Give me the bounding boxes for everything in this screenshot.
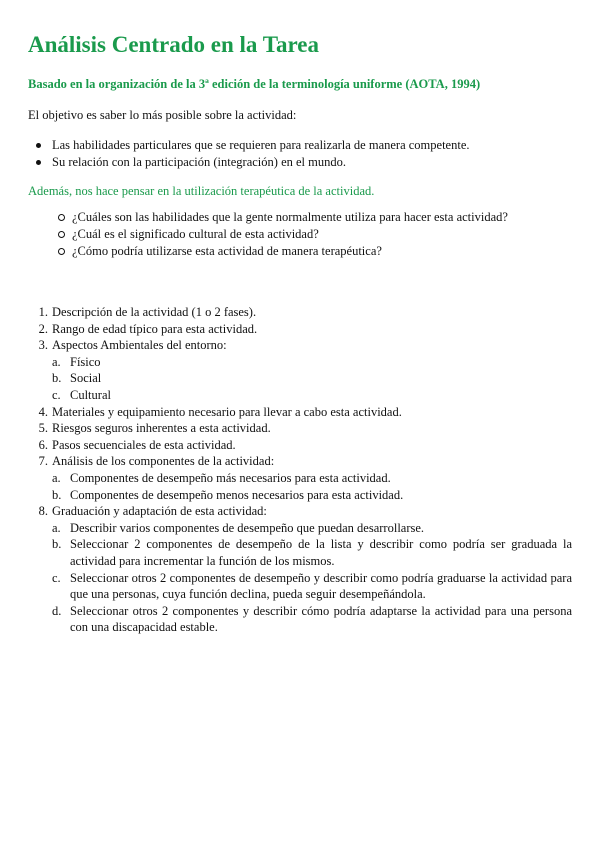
- substep-item: [52, 470, 572, 487]
- step-number: 8.: [38, 504, 48, 519]
- substep-item: [52, 354, 572, 371]
- step-text: Descripción de la actividad (1 o 2 fases).: [52, 305, 257, 319]
- analysis-steps-list: [28, 304, 572, 636]
- substep-item: [52, 520, 572, 537]
- substep-letter: b.: [52, 537, 62, 552]
- substep-text: Seleccionar otros 2 componentes de desempeño y describir como podría graduarse la actividad para que una personas, cuya función declina, pueda seguir desempeñándola.: [70, 570, 572, 602]
- step-text: Materiales y equipamiento necesario para llevar a cabo esta actividad.: [52, 404, 402, 419]
- question-list: [28, 209, 572, 260]
- bullet-dot-icon: [36, 143, 41, 148]
- step-number: 6.: [38, 437, 48, 452]
- substep-list: [52, 470, 572, 503]
- substep-letter: a.: [52, 354, 61, 369]
- step-item: [28, 337, 572, 403]
- step-number: 4.: [38, 404, 48, 419]
- bullet-item: [28, 137, 572, 154]
- intro-paragraph: El objetivo es saber lo más posible sobre la actividad:: [28, 108, 297, 122]
- circle-bullet-icon: [58, 214, 65, 221]
- question-text: ¿Cómo podría utilizarse esta actividad de manera terapéutica?: [72, 244, 382, 258]
- objective-bullet-list: [28, 137, 572, 171]
- step-item: [28, 321, 572, 338]
- substep-text: Componentes de desempeño más necesarios para esta actividad.: [70, 470, 391, 485]
- step-text: Riesgos seguros inherentes a esta actividad.: [52, 421, 271, 436]
- substep-item: [52, 370, 572, 387]
- page-title: Análisis Centrado en la Tarea: [28, 32, 319, 57]
- step-item: [28, 420, 572, 437]
- step-text: Graduación y adaptación de esta actividad:: [52, 504, 267, 519]
- substep-item: [52, 570, 572, 603]
- substep-letter: b.: [52, 371, 62, 386]
- step-text: Rango de edad típico para esta actividad.: [52, 321, 258, 336]
- circle-bullet-icon: [58, 248, 65, 255]
- substep-letter: b.: [52, 487, 62, 502]
- question-text: ¿Cuáles son las habilidades que la gente normalmente utiliza para hacer esta actividad?: [72, 210, 508, 224]
- substep-letter: a.: [52, 520, 61, 535]
- step-number: 5.: [38, 421, 48, 436]
- step-item: [28, 503, 572, 636]
- bullet-dot-icon: [36, 160, 41, 165]
- step-text: Pasos secuenciales de esta actividad.: [52, 437, 236, 452]
- substep-letter: d.: [52, 603, 62, 618]
- step-number: 1.: [38, 305, 48, 319]
- substep-text: Describir varios componentes de desempeño que puedan desarrollarse.: [70, 520, 425, 535]
- page-subtitle: Basado en la organización de la 3ª edición de la terminología uniforme (AOTA, 1994): [28, 77, 481, 91]
- question-item: [28, 226, 572, 243]
- substep-text: Seleccionar otros 2 componentes y describir cómo podría adaptarse la actividad para una persona con una discapacidad estable.: [70, 603, 572, 635]
- substep-letter: a.: [52, 470, 61, 485]
- step-item: [28, 404, 572, 421]
- step-number: 2.: [38, 321, 48, 336]
- bullet-text: Su relación con la participación (integración) en el mundo.: [52, 155, 346, 169]
- substep-list: [52, 354, 572, 404]
- step-text: Aspectos Ambientales del entorno:: [52, 338, 227, 353]
- question-item: [28, 209, 572, 226]
- therapeutic-note: Además, nos hace pensar en la utilización terapéutica de la actividad.: [28, 184, 375, 198]
- substep-item: [52, 603, 572, 636]
- circle-bullet-icon: [58, 231, 65, 238]
- substep-text: Físico: [70, 354, 101, 369]
- substep-item: [52, 487, 572, 504]
- question-text: ¿Cuál es el significado cultural de esta actividad?: [72, 227, 319, 241]
- step-number: 3.: [38, 338, 48, 353]
- substep-text: Componentes de desempeño menos necesarios para esta actividad.: [70, 487, 404, 502]
- substep-text: Seleccionar 2 componentes de desempeño de la lista y describir como podría ser graduada la actividad para incrementar la función de los mismos.: [70, 537, 572, 568]
- substep-letter: c.: [52, 570, 61, 585]
- step-item: [28, 304, 572, 321]
- question-item: [28, 243, 572, 260]
- step-item: [28, 453, 572, 503]
- substep-list: [52, 520, 572, 636]
- substep-item: [52, 387, 572, 404]
- substep-text: Cultural: [70, 387, 111, 402]
- step-number: 7.: [38, 454, 48, 469]
- bullet-text: Las habilidades particulares que se requieren para realizarla de manera competente.: [52, 138, 470, 152]
- substep-text: Social: [70, 371, 102, 386]
- substep-item: [52, 536, 572, 569]
- bullet-item: [28, 154, 572, 171]
- step-item: [28, 437, 572, 454]
- substep-letter: c.: [52, 387, 61, 402]
- step-text: Análisis de los componentes de la actividad:: [52, 454, 275, 469]
